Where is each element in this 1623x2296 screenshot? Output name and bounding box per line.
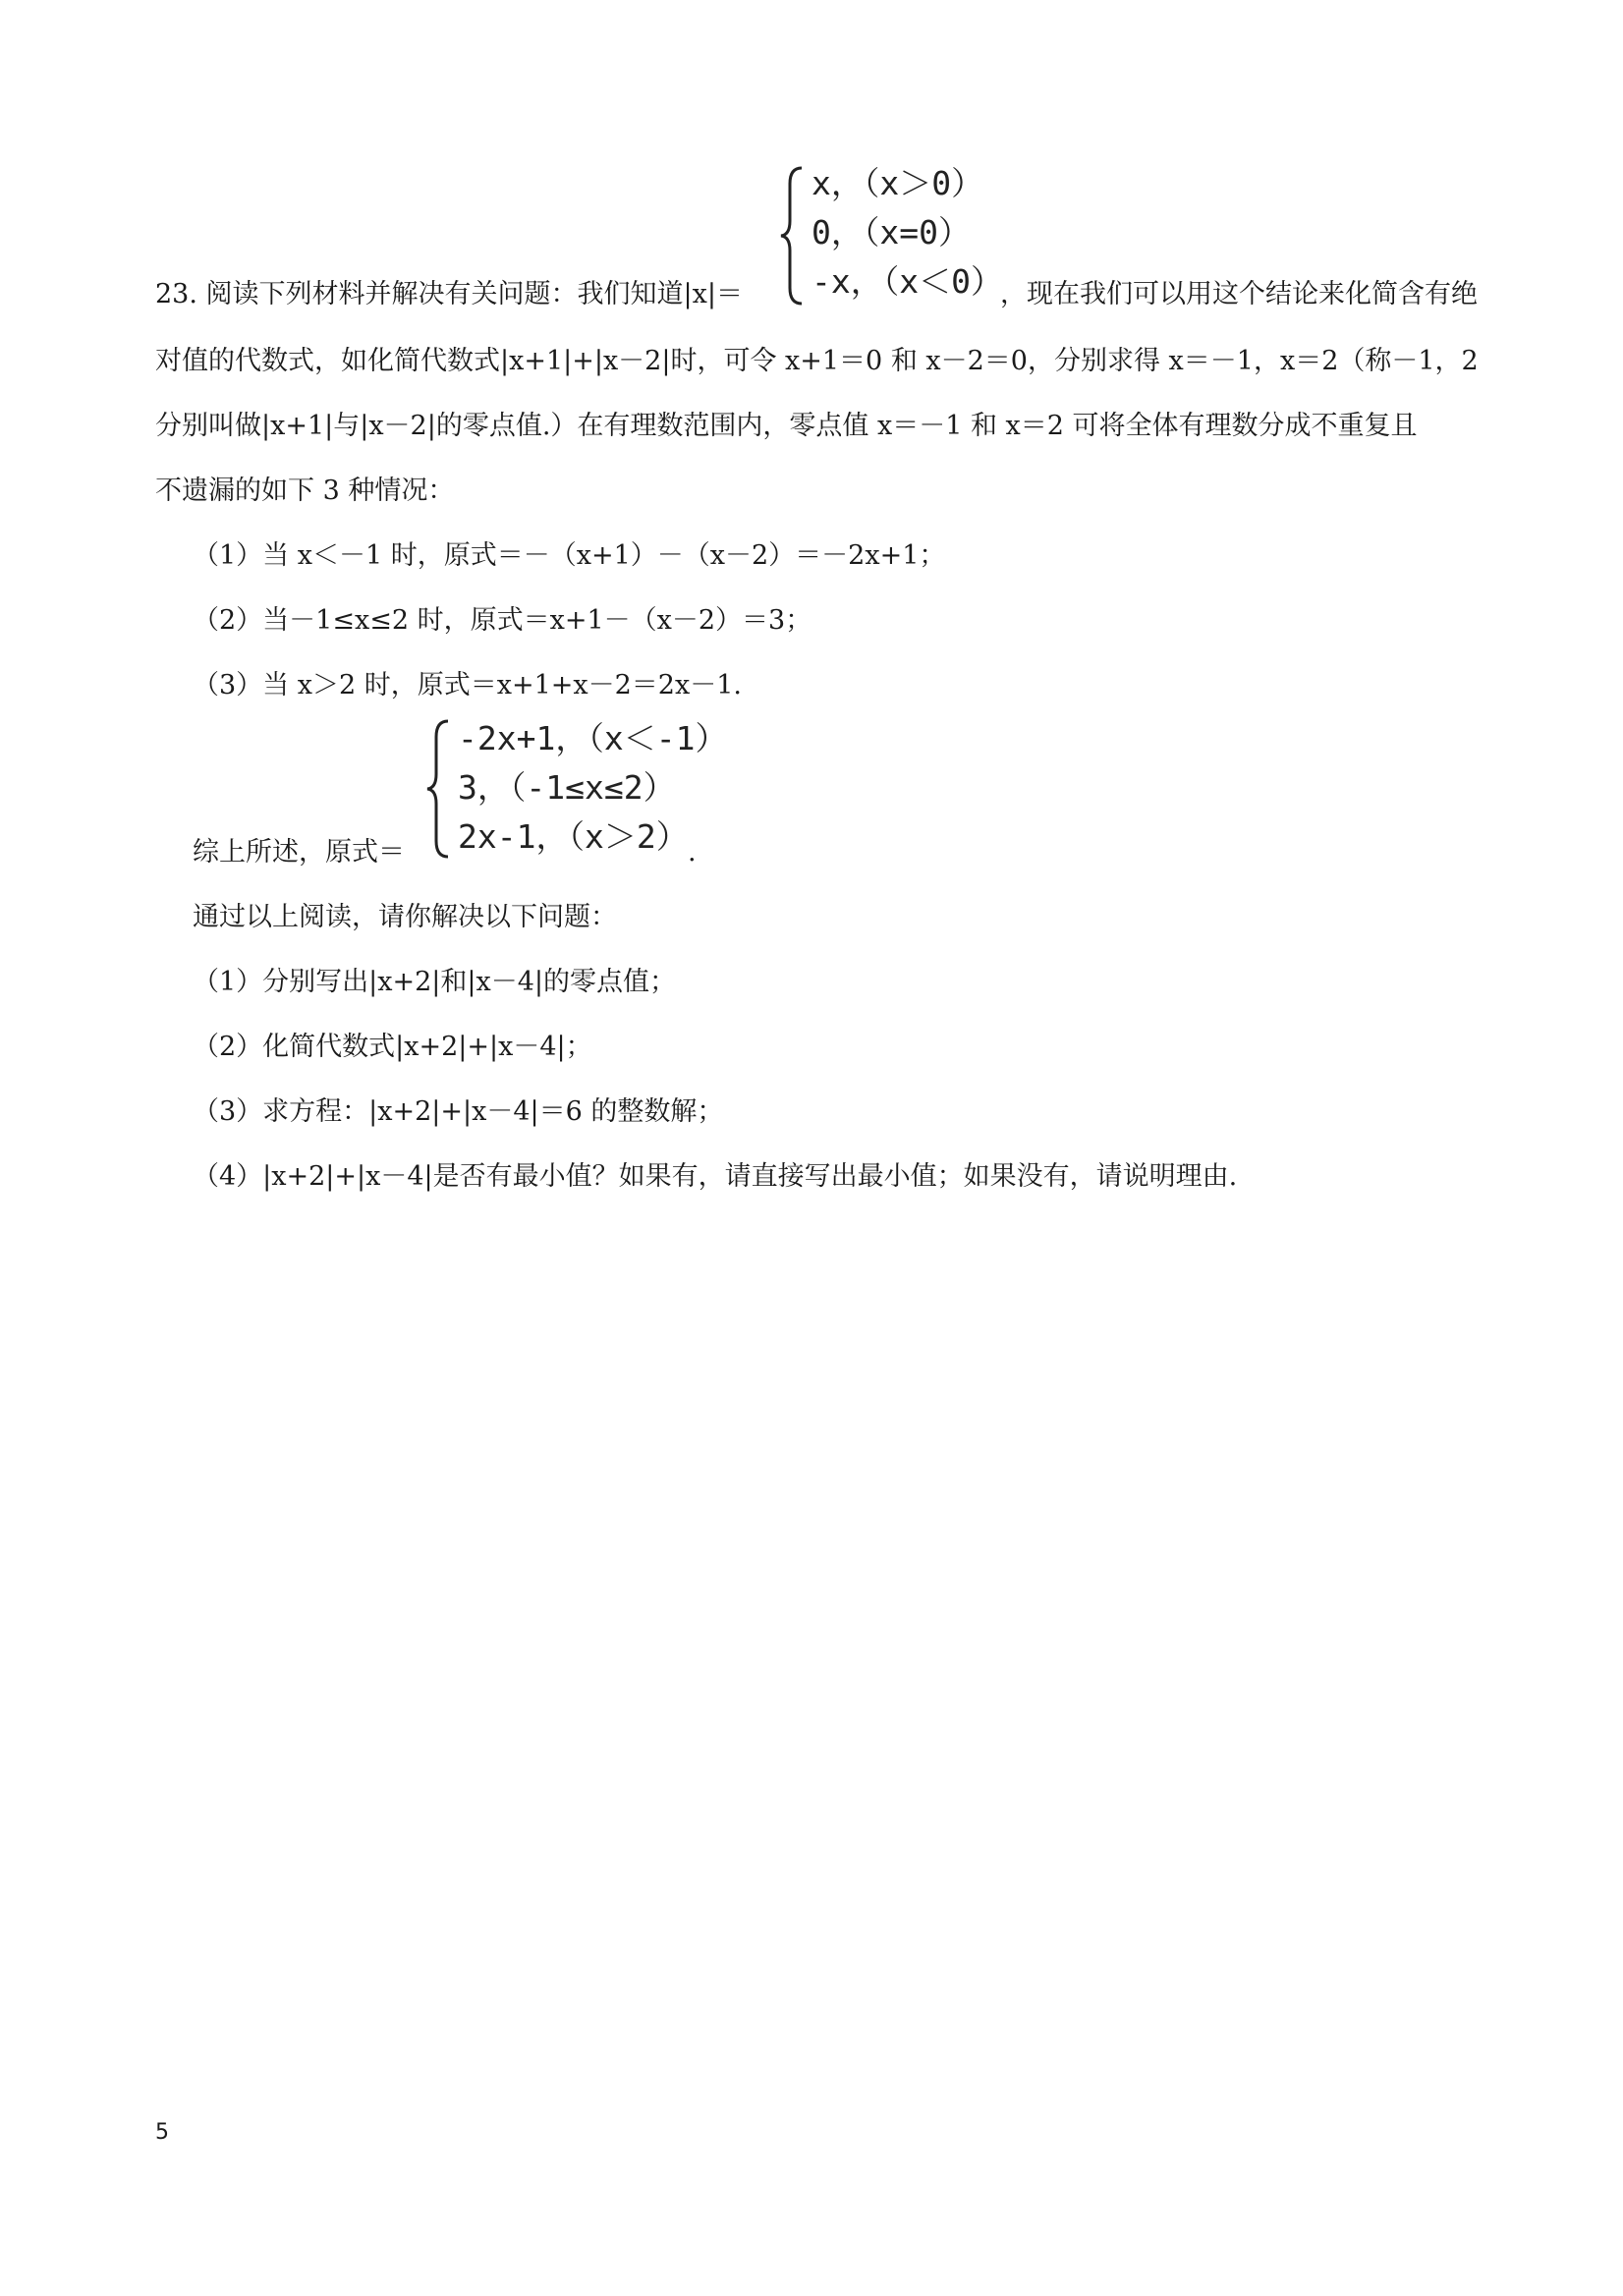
case-1: （1）当 x＜－1 时，原式＝－（x+1）－（x－2）＝－2x+1； xyxy=(193,540,946,571)
abs-def-row-positive: x，（x＞0） xyxy=(812,164,984,202)
question-2: （2）化简代数式|x+2|+|x－4|； xyxy=(193,1032,592,1062)
case-2: （2）当－1≤x≤2 时，原式＝x+1－（x－2）＝3； xyxy=(193,605,812,636)
question-1: （1）分别写出|x+2|和|x－4|的零点值； xyxy=(193,967,676,997)
intro-line-3: 分别叫做|x+1|与|x－2|的零点值.）在有理数范围内，零点值 x＝－1 和 x＝2 可将全体有理数分成不重复且 xyxy=(155,411,1418,441)
summary-suffix: . xyxy=(688,837,697,868)
left-brace-icon xyxy=(424,715,454,863)
task-intro: 通过以上阅读，请你解决以下问题： xyxy=(193,902,617,932)
summary-piecewise xyxy=(424,715,728,863)
left-brace-icon xyxy=(778,162,808,309)
summary-row-2: 3，（-1≤x≤2） xyxy=(458,768,676,807)
summary-prefix: 综上所述，原式＝ xyxy=(193,837,405,868)
intro-line-1-start: 23. 阅读下列材料并解决有关问题：我们知道|x|＝ xyxy=(155,279,743,309)
abs-def-row-negative: -x，（x＜0） xyxy=(812,262,1003,301)
abs-def-row-zero: 0，（x=0） xyxy=(812,213,971,252)
question-4: （4）|x+2|+|x－4|是否有最小值？如果有，请直接写出最小值；如果没有，请说明理由. xyxy=(193,1161,1238,1192)
summary-row-3: 2x-1，（x＞2） xyxy=(458,817,689,856)
abs-definition-piecewise xyxy=(778,162,1004,309)
summary-row-1: -2x+1，（x＜-1） xyxy=(458,719,728,757)
intro-line-1-end: ，现在我们可以用这个结论来化简含有绝 xyxy=(1000,279,1478,309)
question-3: （3）求方程：|x+2|+|x－4|＝6 的整数解； xyxy=(193,1096,724,1127)
page-number: 5 xyxy=(155,2120,169,2145)
case-3: （3）当 x＞2 时，原式＝x+1+x－2＝2x－1. xyxy=(193,670,742,700)
intro-line-2: 对值的代数式，如化简代数式|x+1|+|x－2|时，可令 x+1＝0 和 x－2＝0，分别求得 x＝－1，x＝2（称－1，2 xyxy=(155,346,1479,376)
intro-line-4: 不遗漏的如下 3 种情况： xyxy=(155,476,455,506)
